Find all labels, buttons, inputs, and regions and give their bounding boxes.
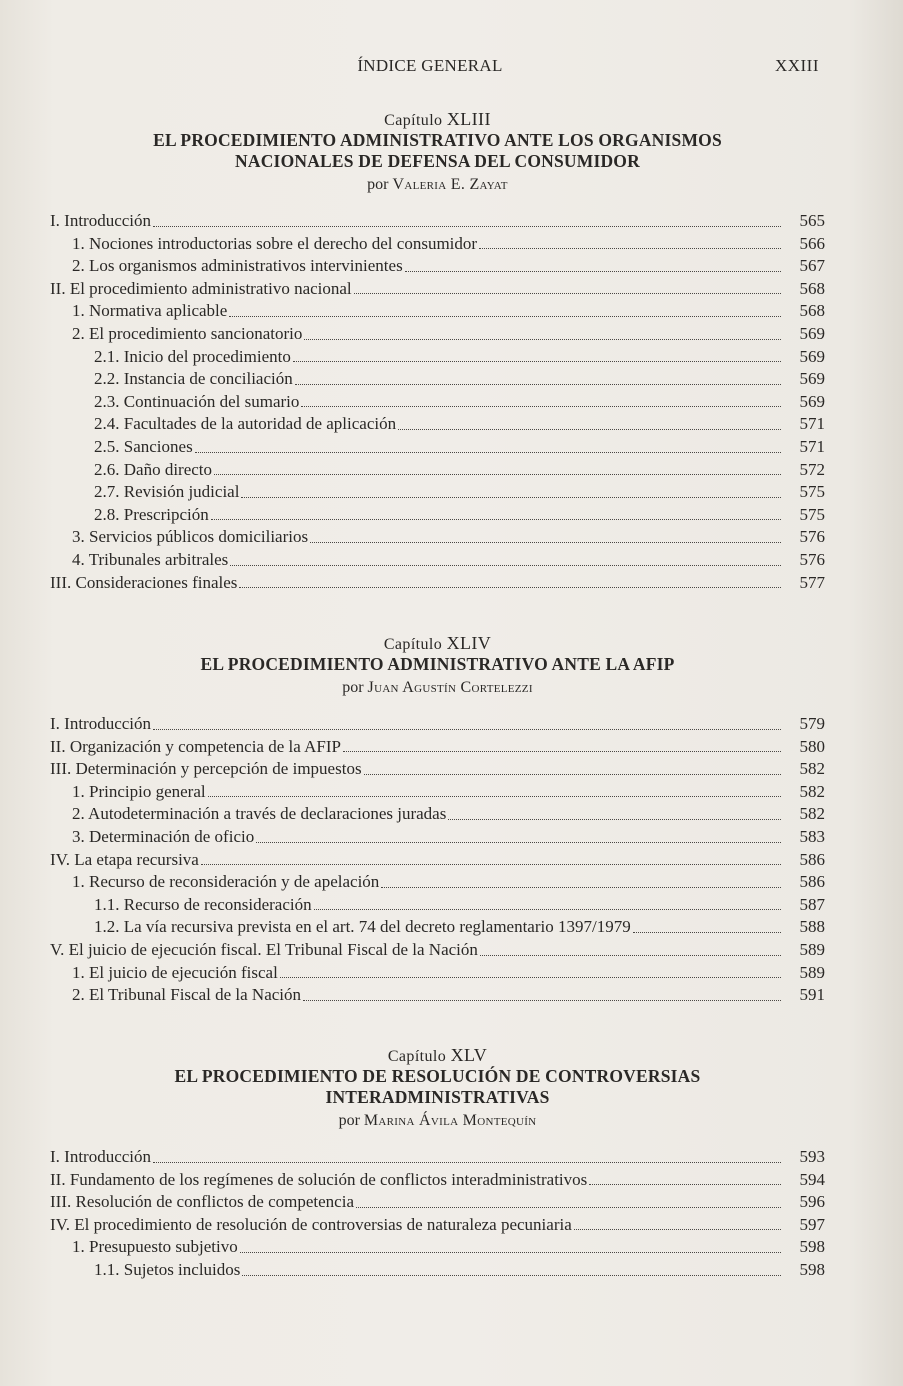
- toc-entry-title: 2. Los organismos administrativos intervinientes: [72, 256, 403, 276]
- toc-entry-page: 569: [799, 391, 825, 411]
- running-head: [0, 56, 903, 80]
- toc-entry: [50, 459, 825, 482]
- toc-entry: [50, 939, 825, 962]
- toc-entry-page: 582: [799, 804, 825, 824]
- toc-entry: [50, 436, 825, 459]
- toc-entry-title: I. Introducción: [50, 1147, 152, 1166]
- toc-entry: [50, 803, 825, 826]
- dot-leader: [256, 842, 781, 843]
- toc-entry-title: 1. Nociones introductorias sobre el derecho del consumidor: [72, 233, 478, 253]
- dot-leader: [574, 1229, 781, 1230]
- dot-leader: [153, 226, 781, 227]
- toc-entry: [50, 713, 825, 736]
- dot-leader: [480, 955, 781, 956]
- toc-entry-title: II. Organización y competencia de la AFIP: [50, 736, 341, 756]
- author-prefix: por: [338, 1112, 360, 1129]
- dot-leader: [398, 429, 781, 430]
- toc-entry-title: 2.7. Revisión judicial: [94, 482, 240, 502]
- toc-entry-page: 583: [799, 826, 825, 846]
- toc-entry: [50, 300, 825, 323]
- page-number: XXIII: [774, 56, 819, 75]
- toc-entry-page: 575: [799, 482, 825, 502]
- toc-list: [50, 713, 825, 1007]
- toc-entry: [50, 916, 825, 939]
- toc-entry-title: 2.4. Facultades de la autoridad de aplicación: [94, 414, 397, 434]
- dot-leader: [354, 293, 781, 294]
- toc-entry-page: 571: [799, 436, 825, 456]
- toc-entry-title: 1.2. La vía recursiva prevista en el art. 74 del decreto reglamentario 1397/1979: [94, 917, 631, 937]
- chapter-author: [50, 172, 825, 198]
- chapter-number: XLIV: [446, 633, 492, 653]
- toc-entry-page: 569: [799, 346, 825, 366]
- toc-entry-page: 580: [799, 736, 825, 756]
- dot-leader: [230, 565, 781, 566]
- toc-entry-page: 598: [799, 1237, 825, 1257]
- toc-entry: [50, 413, 825, 436]
- author-name: Marina Ávila Montequín: [363, 1112, 537, 1129]
- toc-entry: [50, 736, 825, 759]
- toc-entry: [50, 1191, 825, 1214]
- toc-entry-title: 1. Recurso de reconsideración y de apelación: [72, 872, 380, 892]
- running-title: ÍNDICE GENERAL: [357, 56, 503, 75]
- toc-entry-page: 569: [799, 323, 825, 343]
- toc-entry-title: 1.1. Sujetos incluidos: [94, 1259, 241, 1279]
- toc-entry-page: 565: [799, 211, 825, 230]
- dot-leader: [479, 248, 781, 249]
- toc-entry-title: II. Fundamento de los regímenes de solución de conflictos interadministrativos: [50, 1169, 588, 1189]
- toc-entry-title: 1. El juicio de ejecución fiscal: [72, 962, 278, 982]
- chapter-label: [50, 1044, 825, 1066]
- toc-entry-page: 568: [799, 301, 825, 321]
- dot-leader: [303, 1000, 781, 1001]
- dot-leader: [405, 271, 781, 272]
- toc-list: [50, 1146, 825, 1282]
- toc-entry-page: 568: [799, 278, 825, 298]
- toc-entry-title: 1. Principio general: [72, 781, 206, 801]
- toc-entry-page: 577: [799, 572, 825, 592]
- toc-entry-title: 1. Presupuesto subjetivo: [72, 1237, 238, 1257]
- author-prefix: por: [367, 176, 389, 193]
- toc-entry: [50, 210, 825, 233]
- toc-entry-page: 589: [799, 939, 825, 959]
- dot-leader: [304, 339, 781, 340]
- toc-entry-title: II. El procedimiento administrativo nacional: [50, 278, 352, 298]
- toc-entry-title: III. Determinación y percepción de impuestos: [50, 759, 362, 779]
- dot-leader: [153, 729, 781, 730]
- toc-entry: [50, 323, 825, 346]
- toc-entry-title: 2. El Tribunal Fiscal de la Nación: [72, 985, 302, 1005]
- toc-entry-title: I. Introducción: [50, 211, 152, 230]
- dot-leader: [356, 1207, 781, 1208]
- toc-entry: [50, 758, 825, 781]
- toc-entry: [50, 233, 825, 256]
- toc-entry-title: 2. Autodeterminación a través de declaraciones juradas: [72, 804, 447, 824]
- dot-leader: [153, 1162, 781, 1163]
- toc-entry: [50, 1146, 825, 1169]
- toc-entry: [50, 894, 825, 917]
- dot-leader: [314, 909, 781, 910]
- toc-entry-title: 1.1. Recurso de reconsideración: [94, 894, 312, 914]
- toc-entry: [50, 255, 825, 278]
- toc-entry-page: 582: [799, 781, 825, 801]
- dot-leader: [229, 316, 781, 317]
- toc-entry-title: V. El juicio de ejecución fiscal. El Tribunal Fiscal de la Nación: [50, 939, 478, 959]
- chapter-title: EL PROCEDIMIENTO ADMINISTRATIVO ANTE LA AFIP: [200, 654, 675, 674]
- toc-entry: [50, 549, 825, 572]
- toc-entry-page: 593: [799, 1147, 825, 1166]
- toc-entry-page: 575: [799, 504, 825, 524]
- chapter-label-word: Capítulo: [384, 112, 443, 129]
- chapter-section: [50, 632, 825, 1007]
- dot-leader: [211, 519, 781, 520]
- author-name: Juan Agustín Cortelezzi: [367, 679, 533, 696]
- chapter-section: [50, 1044, 825, 1282]
- dot-leader: [589, 1184, 781, 1185]
- chapter-label: [50, 632, 825, 654]
- toc-entry-title: III. Consideraciones finales: [50, 572, 238, 592]
- toc-entry-title: 2.1. Inicio del procedimiento: [94, 346, 291, 366]
- dot-leader: [295, 384, 781, 385]
- dot-leader: [240, 1252, 781, 1253]
- toc-entry-page: 571: [799, 414, 825, 434]
- toc-entry-title: 2.6. Daño directo: [94, 459, 213, 479]
- chapter-label-word: Capítulo: [383, 636, 443, 653]
- toc-entry-page: 576: [799, 527, 825, 547]
- chapter-section: [50, 108, 825, 594]
- chapter-label: [50, 108, 825, 130]
- chapter-label-word: Capítulo: [387, 1048, 447, 1065]
- dot-leader: [364, 774, 781, 775]
- toc-entry-title: 4. Tribunales arbitrales: [72, 549, 229, 569]
- toc-entry: [50, 849, 825, 872]
- toc-entry: [50, 962, 825, 985]
- toc-entry-page: 594: [799, 1169, 825, 1189]
- author-prefix: por: [342, 679, 364, 696]
- toc-entry: [50, 368, 825, 391]
- toc-entry: [50, 346, 825, 369]
- toc-entry-title: 3. Servicios públicos domiciliarios: [72, 527, 309, 547]
- dot-leader: [448, 819, 781, 820]
- dot-leader: [214, 474, 781, 475]
- dot-leader: [242, 1275, 781, 1276]
- toc-entry: [50, 781, 825, 804]
- toc-entry-page: 566: [799, 233, 825, 253]
- toc-list: [50, 210, 825, 594]
- toc-entry: [50, 391, 825, 414]
- toc-entry-page: 598: [799, 1259, 825, 1279]
- dot-leader: [239, 587, 781, 588]
- toc-entry-title: IV. El procedimiento de resolución de controversias de naturaleza pecuniaria: [50, 1214, 572, 1234]
- toc-entry-page: 588: [799, 917, 825, 937]
- toc-entry-title: I. Introducción: [50, 714, 152, 733]
- toc-entry-page: 597: [799, 1214, 825, 1234]
- toc-entry-page: 586: [799, 849, 825, 869]
- toc-entry-page: 596: [799, 1192, 825, 1212]
- toc-entry: [50, 504, 825, 527]
- chapter-number: XLIII: [446, 109, 491, 129]
- chapter-title: EL PROCEDIMIENTO ADMINISTRATIVO ANTE LOS ORGANISMOS NACIONALES DE DEFENSA DEL CONSUMIDOR: [153, 130, 722, 171]
- toc-entry-page: 567: [799, 256, 825, 276]
- author-name: Valeria E. Zayat: [392, 176, 508, 193]
- dot-leader: [241, 497, 781, 498]
- chapter-author: [50, 675, 825, 701]
- toc-entry-title: 2.3. Continuación del sumario: [94, 391, 300, 411]
- toc-entry-page: 569: [799, 369, 825, 389]
- chapter-title: EL PROCEDIMIENTO DE RESOLUCIÓN DE CONTROVERSIAS INTERADMINISTRATIVAS: [174, 1066, 701, 1107]
- dot-leader: [293, 361, 781, 362]
- toc-entry: [50, 1259, 825, 1282]
- toc-entry-page: 587: [799, 894, 825, 914]
- dot-leader: [208, 796, 781, 797]
- toc-entry: [50, 278, 825, 301]
- dot-leader: [633, 932, 781, 933]
- toc-entry-page: 589: [799, 962, 825, 982]
- toc-entry-page: 572: [799, 459, 825, 479]
- toc-entry: [50, 984, 825, 1007]
- toc-entry-page: 576: [799, 549, 825, 569]
- toc-entry-title: 2.5. Sanciones: [94, 436, 193, 456]
- dot-leader: [195, 452, 781, 453]
- toc-entry-title: 2. El procedimiento sancionatorio: [72, 323, 303, 343]
- toc-entry: [50, 1214, 825, 1237]
- dot-leader: [343, 751, 781, 752]
- toc-entry-page: 591: [799, 985, 825, 1005]
- toc-entry-title: 2.8. Prescripción: [94, 504, 209, 524]
- chapter-author: [50, 1108, 825, 1134]
- chapter-number: XLV: [450, 1045, 488, 1065]
- toc-entry-title: IV. La etapa recursiva: [50, 849, 199, 869]
- toc-entry: [50, 826, 825, 849]
- dot-leader: [280, 977, 781, 978]
- toc-entry-title: 1. Normativa aplicable: [72, 301, 228, 321]
- dot-leader: [310, 542, 781, 543]
- dot-leader: [381, 887, 781, 888]
- toc-entry-page: 579: [799, 714, 825, 733]
- toc-entry-page: 582: [799, 759, 825, 779]
- toc-entry-title: III. Resolución de conflictos de competencia: [50, 1192, 354, 1212]
- toc-entry-page: 586: [799, 872, 825, 892]
- toc-entry: [50, 1236, 825, 1259]
- dot-leader: [201, 864, 781, 865]
- toc-entry: [50, 572, 825, 595]
- toc-entry-title: 2.2. Instancia de conciliación: [94, 369, 293, 389]
- toc-entry-title: 3. Determinación de oficio: [72, 826, 255, 846]
- toc-entry: [50, 871, 825, 894]
- dot-leader: [301, 406, 781, 407]
- toc-entry: [50, 481, 825, 504]
- toc-entry: [50, 526, 825, 549]
- toc-entry: [50, 1169, 825, 1192]
